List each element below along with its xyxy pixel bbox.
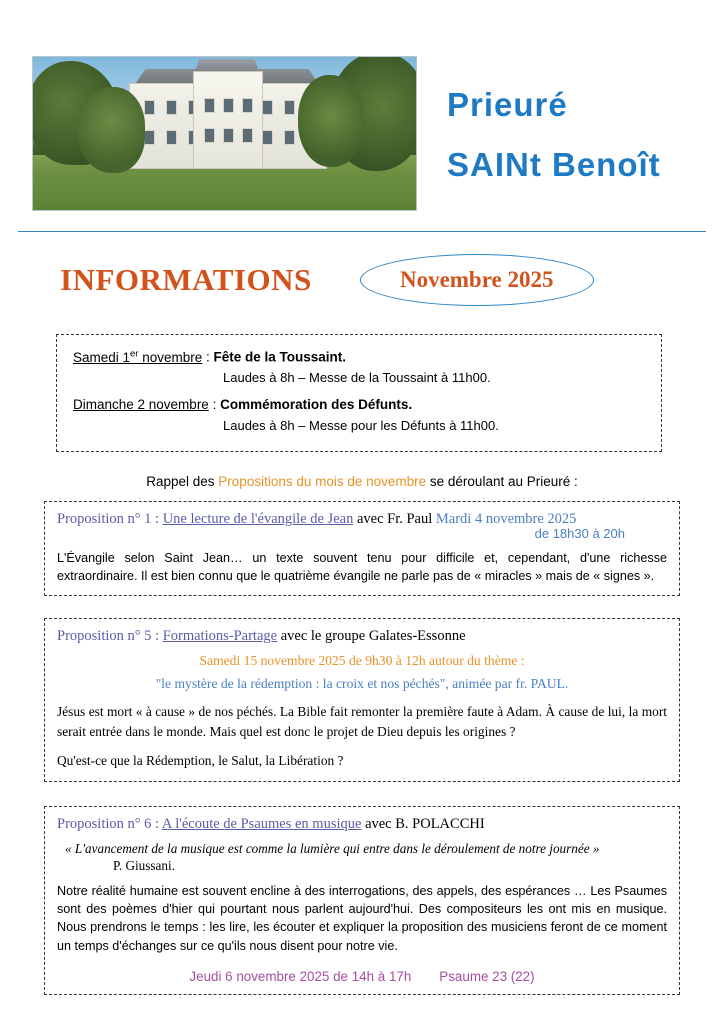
feast-line-1 <box>73 347 645 368</box>
proposition-5-title: Formations-Partage <box>162 628 278 645</box>
photo-window <box>262 130 273 145</box>
proposition-5-head <box>57 628 667 645</box>
page-header <box>0 0 724 211</box>
rappel-before: Rappel des <box>146 473 219 489</box>
proposition-6-quote: « L'avancement de la musique est comme la lumière qui entre dans le déroulement de notre journée » <box>65 840 600 856</box>
proposition-6-label: Proposition n° 6 : <box>57 815 162 832</box>
proposition-6-footer-psalm: Psaume 23 (22) <box>439 968 535 984</box>
proposition-5-box <box>44 618 680 781</box>
header-divider <box>18 231 706 232</box>
title-line-1: Prieuré <box>447 86 568 123</box>
proposition-6-with: avec B. POLACCHI <box>361 815 485 832</box>
photo-tree <box>77 87 145 173</box>
informations-heading: INFORMATIONS <box>60 262 312 297</box>
proposition-5-with: avec le groupe Galates-Essonne <box>277 628 466 645</box>
proposition-6-footer <box>57 969 667 984</box>
rappel-after: se déroulant au Prieuré : <box>426 473 578 489</box>
photo-window <box>166 100 177 115</box>
photo-center-block <box>193 71 263 169</box>
photo-tree <box>298 75 364 167</box>
proposition-1-label: Proposition n° 1 : <box>57 510 163 527</box>
feast-line-2 <box>73 395 645 416</box>
proposition-5-label: Proposition n° 5 : <box>57 628 163 645</box>
proposition-6-footer-when: Jeudi 6 novembre 2025 de 14h à 17h <box>189 968 412 984</box>
proposition-5-body-2: Qu'est-ce que la Rédemption, le Salut, la Libération ? <box>57 753 344 769</box>
proposition-6-quote-author: P. Giussani. <box>113 857 175 873</box>
proposition-6-title: A l'écoute de Psaumes en musique <box>161 815 362 832</box>
proposition-1-with: avec Fr. Paul <box>353 510 436 527</box>
feast-sub-1: Laudes à 8h – Messe de la Toussaint à 11h00. <box>223 370 491 386</box>
feast-sub-2: Laudes à 8h – Messe pour les Défunts à 11h00. <box>223 418 499 434</box>
photo-window <box>144 130 155 145</box>
month-label: Novembre 2025 <box>399 267 554 292</box>
proposition-5-date: Samedi 15 novembre 2025 de 9h30 à 12h autour du thème : <box>199 653 525 669</box>
proposition-1-when: Mardi 4 novembre 2025 <box>435 510 577 527</box>
photo-window <box>223 128 234 143</box>
proposition-6-body: Notre réalité humaine est souvent encline à des interrogations, des appels, des espérances … Les Psaumes sont des poèmes d'hier qui pourtant nous parlent aujourd'hui. Des compositeurs les ont mis en musique. Nous prendrons le temps : les lire, les écouter et expliquer la proposition des musiciens feront de ce moment un temps d'échanges sur ce qu'ils nous disent pour notre vie. <box>57 883 667 953</box>
proposition-1-when-sub: de 18h30 à 20h <box>534 525 625 541</box>
feast-what-1: Fête de la Toussaint. <box>213 349 347 365</box>
proposition-1-box <box>44 501 680 597</box>
feast-day-1: Samedi 1er novembre <box>73 348 203 365</box>
feast-sep-2: : <box>208 397 221 413</box>
proposition-5-theme: "le mystère de la rédemption : la croix et nos péchés", animée par fr. PAUL. <box>155 676 569 692</box>
feast-what-2: Commémoration des Défunts. <box>220 397 413 413</box>
photo-window <box>242 98 253 113</box>
feast-days-box <box>56 334 662 452</box>
photo-window <box>144 100 155 115</box>
feast-sep-1: : <box>202 349 214 365</box>
photo-window <box>166 130 177 145</box>
proposition-1-title: Une lecture de l'évangile de Jean <box>162 510 354 527</box>
photo-window <box>284 100 295 115</box>
proposition-5-body-1: Jésus est mort « à cause » de nos péchés. La Bible fait remonter la première faute à Adam. À cause de lui, la mort serait entrée dans le monde. Mais quel est donc le projet de Dieu depuis les origines ? <box>57 704 667 739</box>
photo-window <box>223 98 234 113</box>
proposition-6-head <box>57 816 667 833</box>
photo-window <box>262 100 273 115</box>
month-badge <box>360 254 594 306</box>
proposition-6-box <box>44 806 680 995</box>
informations-row <box>0 254 724 306</box>
rappel-highlight: Propositions du mois de novembre <box>218 473 427 489</box>
photo-window <box>242 128 253 143</box>
photo-window <box>284 130 295 145</box>
rappel-line <box>0 474 724 489</box>
feast-day-2: Dimanche 2 novembre <box>73 397 209 413</box>
title-line-2: SAINt Benoît <box>447 145 661 183</box>
priory-title <box>447 56 661 189</box>
photo-window <box>204 98 215 113</box>
priory-photo <box>32 56 417 211</box>
photo-window <box>204 128 215 143</box>
proposition-1-body: L'Évangile selon Saint Jean… un texte souvent tenu pour difficile et, cependant, d'une richesse extraordinaire. Il est bien connu que le quatrième évangile ne parle pas de « miracles » mais de « signes ». <box>57 550 667 584</box>
